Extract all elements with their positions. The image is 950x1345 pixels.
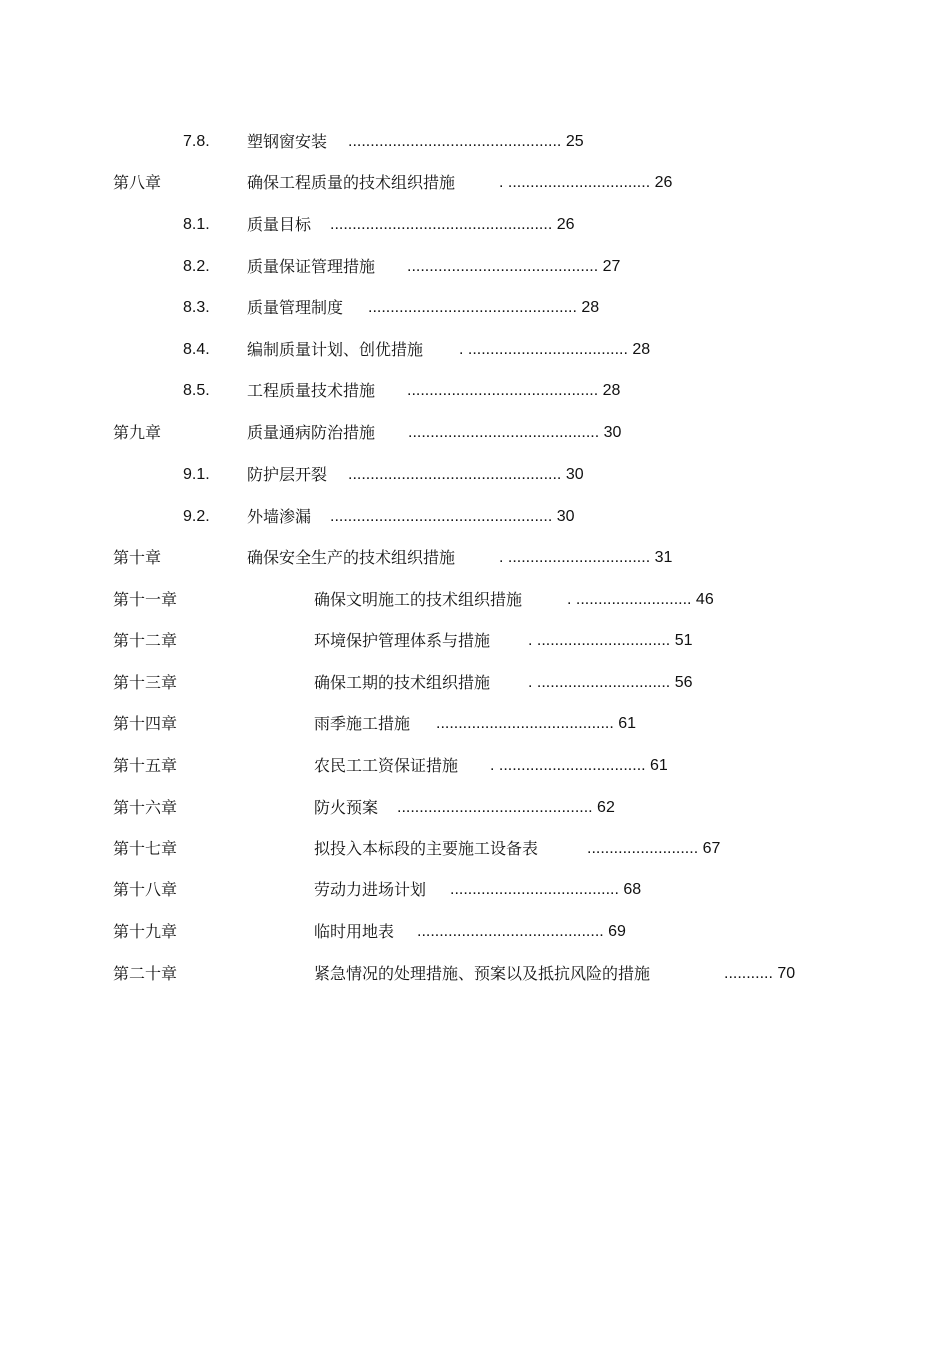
- toc-entry-8-4: [0, 338, 950, 362]
- toc-entry-number: 第十七章: [113, 839, 178, 858]
- toc-entry-number: 第十五章: [113, 756, 178, 775]
- toc-entry-chapter-14: [0, 712, 950, 736]
- toc-entry-leader-page: .................................................. 26: [330, 216, 575, 233]
- toc-entry-title: 农民工工资保证措施: [314, 756, 459, 775]
- toc-entry-number: 第十二章: [113, 631, 178, 650]
- toc-entry-number: 第八章: [113, 173, 162, 192]
- toc-entry-title: 紧急情况的处理措施、预案以及抵抗风险的措施: [314, 964, 651, 983]
- toc-entry-chapter-17: [0, 837, 950, 861]
- toc-entry-9-1: [0, 463, 950, 487]
- toc-entry-leader-page: ................................................ 25: [348, 133, 584, 150]
- toc-entry-leader-page: . .................................... 28: [459, 341, 651, 358]
- toc-entry-leader-page: ......................... 67: [587, 840, 721, 857]
- toc-entry-number: 9.2.: [183, 508, 210, 525]
- toc-entry-number: 8.5.: [183, 382, 210, 399]
- toc-entry-chapter-15: [0, 754, 950, 778]
- toc-entry-title: 确保安全生产的技术组织措施: [247, 548, 456, 567]
- toc-entry-number: 第十九章: [113, 922, 178, 941]
- toc-entry-chapter-16: [0, 796, 950, 820]
- toc-entry-number: 第十八章: [113, 880, 178, 899]
- toc-entry-title: 拟投入本标段的主要施工设备表: [314, 839, 539, 858]
- toc-entry-title: 临时用地表: [314, 922, 395, 941]
- toc-entry-number: 8.3.: [183, 299, 210, 316]
- toc-entry-title: 质量保证管理措施: [247, 257, 376, 276]
- toc-entry-title: 确保工程质量的技术组织措施: [247, 173, 456, 192]
- toc-entry-leader-page: ............................................... 28: [368, 299, 600, 316]
- toc-entry-chapter-20: [0, 962, 950, 986]
- toc-entry-title: 劳动力进场计划: [314, 880, 427, 899]
- toc-entry-number: 8.4.: [183, 341, 210, 358]
- toc-entry-chapter-9: [0, 421, 950, 445]
- toc-entry-leader-page: .................................................. 30: [330, 508, 575, 525]
- toc-entry-leader-page: ............................................ 62: [397, 799, 615, 816]
- toc-entry-leader-page: ........................................... 27: [407, 258, 621, 275]
- toc-entry-title: 编制质量计划、创优措施: [247, 340, 424, 359]
- toc-entry-leader-page: ........................................ 61: [436, 715, 637, 732]
- toc-entry-title: 工程质量技术措施: [247, 381, 376, 400]
- toc-entry-7-8: [0, 130, 950, 154]
- toc-entry-number: 第十四章: [113, 714, 178, 733]
- toc-entry-number: 第十一章: [113, 590, 178, 609]
- toc-entry-title: 防护层开裂: [247, 465, 328, 484]
- toc-entry-number: 8.1.: [183, 216, 210, 233]
- toc-entry-8-1: [0, 213, 950, 237]
- toc-entry-8-3: [0, 296, 950, 320]
- toc-entry-leader-page: ................................................ 30: [348, 466, 584, 483]
- toc-entry-title: 雨季施工措施: [314, 714, 411, 733]
- toc-entry-leader-page: ........................................... 30: [408, 424, 622, 441]
- toc-entry-chapter-10: [0, 546, 950, 570]
- toc-entry-8-5: [0, 379, 950, 403]
- toc-entry-title: 确保工期的技术组织措施: [314, 673, 491, 692]
- toc-entry-title: 质量通病防治措施: [247, 423, 376, 442]
- toc-entry-9-2: [0, 505, 950, 529]
- toc-entry-title: 塑钢窗安装: [247, 132, 328, 151]
- toc-entry-number: 第二十章: [113, 964, 178, 983]
- toc-entry-leader-page: . .............................. 51: [528, 632, 693, 649]
- toc-entry-number: 7.8.: [183, 133, 210, 150]
- toc-entry-leader-page: . .......................... 46: [567, 591, 714, 608]
- toc-entry-title: 质量管理制度: [247, 298, 344, 317]
- toc-entry-8-2: [0, 255, 950, 279]
- toc-entry-number: 9.1.: [183, 466, 210, 483]
- toc-entry-number: 第十章: [113, 548, 162, 567]
- toc-entry-chapter-12: [0, 629, 950, 653]
- toc-entry-chapter-18: [0, 878, 950, 902]
- toc-entry-title: 确保文明施工的技术组织措施: [314, 590, 523, 609]
- toc-entry-chapter-8: [0, 171, 950, 195]
- toc-entry-title: 外墙渗漏: [247, 507, 312, 526]
- toc-entry-leader-page: ........... 70: [724, 965, 796, 982]
- toc-entry-number: 第十三章: [113, 673, 178, 692]
- toc-entry-leader-page: . .............................. 56: [528, 674, 693, 691]
- toc-entry-leader-page: . ................................ 31: [499, 549, 673, 566]
- toc-entry-title: 质量目标: [247, 215, 312, 234]
- toc-entry-leader-page: ........................................... 28: [407, 382, 621, 399]
- toc-entry-leader-page: . ................................. 61: [490, 757, 668, 774]
- toc-entry-chapter-11: [0, 588, 950, 612]
- toc-entry-chapter-13: [0, 671, 950, 695]
- toc-entry-number: 8.2.: [183, 258, 210, 275]
- toc-entry-leader-page: ...................................... 68: [450, 881, 642, 898]
- toc-entry-title: 环境保护管理体系与措施: [314, 631, 491, 650]
- toc-entry-number: 第十六章: [113, 798, 178, 817]
- toc-entry-title: 防火预案: [314, 798, 379, 817]
- toc-entry-number: 第九章: [113, 423, 162, 442]
- toc-entry-leader-page: . ................................ 26: [499, 174, 673, 191]
- toc-entry-chapter-19: [0, 920, 950, 944]
- toc-entry-leader-page: .......................................... 69: [417, 923, 626, 940]
